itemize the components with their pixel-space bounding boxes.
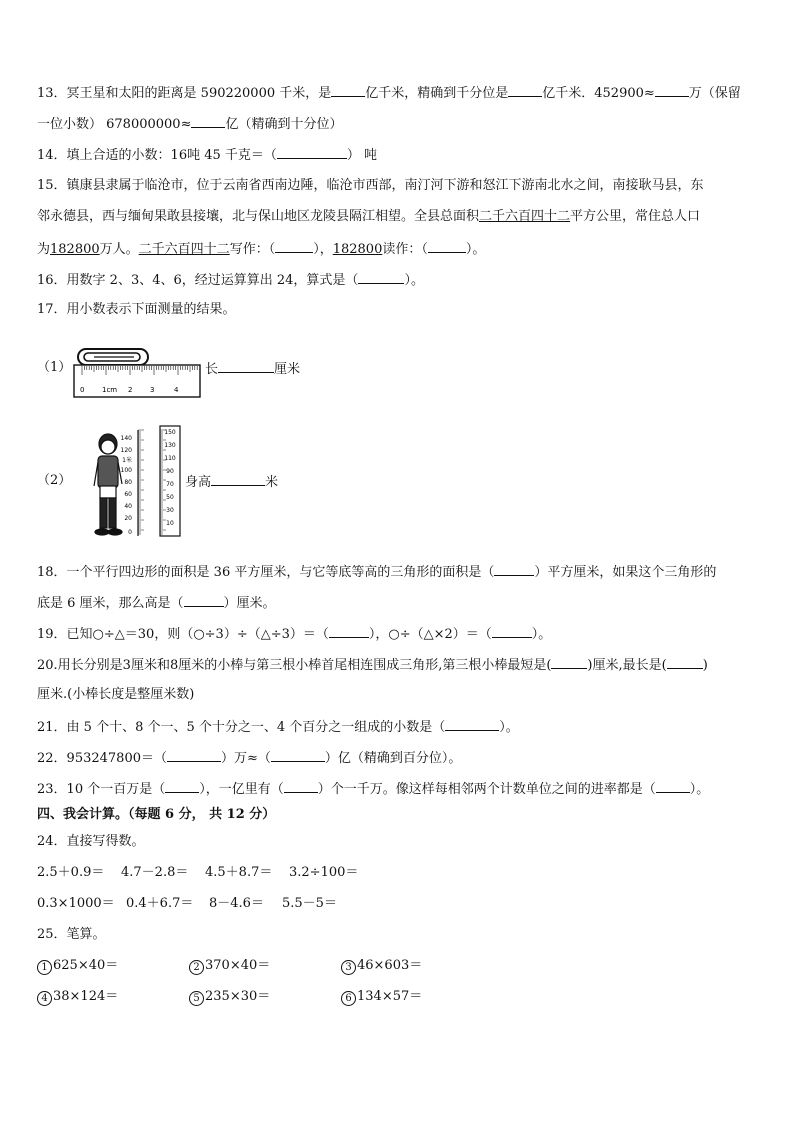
answer-blank[interactable] [218, 360, 274, 373]
calc-item: 6 134×57＝ [341, 989, 461, 1006]
answer-blank[interactable] [445, 718, 499, 731]
calc-item: 4 38×124＝ [37, 989, 189, 1006]
calc-item: 5 235×30＝ [189, 989, 341, 1006]
answer-blank[interactable] [165, 780, 199, 793]
question-22: 22．953247800＝（ ）万≈（ ）亿（精确到百分位）。 [37, 751, 462, 766]
paperclip-icon [78, 349, 148, 365]
question-17-part-1-label: （1） [37, 360, 72, 375]
calc-item: 1 625×40＝ [37, 958, 189, 975]
scale-label: 60 [124, 491, 132, 498]
answer-blank[interactable] [492, 625, 532, 638]
ruler-label: 1cm [102, 386, 118, 394]
scale-label: 40 [124, 503, 132, 510]
answer-blank[interactable] [428, 240, 466, 253]
question-25-row-1 [37, 958, 461, 975]
scale-label: 30 [166, 507, 174, 514]
question-15-line-2: 邻永德县，西与缅甸果敢县接壤，北与保山地区龙陵县隔江相望。全县总面积二千六百四十二平方公里，常住总人口 [37, 209, 701, 224]
answer-blank[interactable] [329, 625, 369, 638]
scale-label: 140 [120, 435, 132, 442]
question-20-line-1: 20.用长分别是3厘米和8厘米的小棒与第三根小棒首尾相连围成三角形,第三根小棒最短是( )厘米,最长是( ) [37, 658, 708, 673]
ruler-label: 3 [150, 386, 155, 394]
answer-blank[interactable] [191, 115, 225, 128]
question-17-part-2-label: （2） [37, 473, 72, 488]
section-heading: 四、我会计算。（每题 6 分， 共 12 分） [37, 807, 276, 822]
question-23: 23．10 个一百万是（ ），一亿里有（ ）个一千万。像这样每相邻两个计数单位之间的进率都是（ ）。 [37, 782, 710, 797]
ruler-label: 2 [128, 386, 133, 394]
calc-item: 8－4.6＝ [209, 896, 264, 911]
ruler-icon [74, 365, 200, 397]
scale-label: 120 [120, 447, 132, 454]
question-13-line-1: 13．冥王星和太阳的距离是 590220000 千米，是 亿千米，精确到千分位是 亿千米．452900≈ 万（保留 [37, 86, 741, 101]
circled-number: 3 [341, 960, 356, 975]
question-20-line-2: 厘米.(小棒长度是整厘米数) [37, 687, 195, 702]
question-24-row-1 [37, 865, 373, 881]
question-17-part-1-answer: 长 厘米 [205, 362, 301, 377]
scale-label: 50 [166, 494, 174, 501]
question-14: 14．填上合适的小数：16吨 45 千克＝（ ） 吨 [37, 148, 378, 163]
circled-number: 6 [341, 991, 356, 1006]
answer-blank[interactable] [184, 594, 224, 607]
scale-label: 90 [166, 468, 174, 475]
scale-label: 130 [164, 442, 176, 449]
calc-item: 4.5＋8.7＝ [205, 865, 273, 880]
question-18-line-1: 18．一个平行四边形的面积是 36 平方厘米，与它等底等高的三角形的面积是（ ）平方厘米，如果这个三角形的 [37, 565, 717, 580]
calc-item: 3 46×603＝ [341, 958, 461, 975]
answer-blank[interactable] [271, 749, 325, 762]
answer-blank[interactable] [508, 84, 542, 97]
answer-blank[interactable] [167, 749, 221, 762]
answer-blank[interactable] [284, 780, 318, 793]
question-25-row-2 [37, 989, 461, 1006]
calc-item: 5.5－5＝ [282, 896, 337, 911]
calc-item: 4.7－2.8＝ [121, 865, 189, 880]
answer-blank[interactable] [331, 84, 365, 97]
question-19: 19．已知○÷△＝30，则（○÷3）÷（△÷3）＝（ ），○÷（△×2）＝（ ）。 [37, 627, 552, 642]
circled-number: 4 [37, 991, 52, 1006]
question-17-title: 17．用小数表示下面测量的结果。 [37, 302, 236, 317]
calc-item: 3.2÷100＝ [289, 865, 359, 880]
answer-blank[interactable] [494, 563, 534, 576]
answer-blank[interactable] [655, 84, 689, 97]
answer-blank[interactable] [275, 240, 313, 253]
boy-height-figure [88, 420, 182, 540]
scale-label: 10 [166, 520, 174, 527]
question-21: 21．由 5 个十、8 个一、5 个十分之一、4 个百分之一组成的小数是（ ）。 [37, 720, 519, 735]
question-15-line-1: 15．镇康县隶属于临沧市，位于云南省西南边陲，临沧市西部，南汀河下游和怒江下游南北水之间，南接耿马县，东 [37, 178, 704, 193]
answer-blank[interactable] [277, 146, 347, 159]
calc-item: 2 370×40＝ [189, 958, 341, 975]
answer-blank[interactable] [667, 656, 703, 669]
answer-blank[interactable] [656, 780, 690, 793]
question-13-line-2: 一位小数） 678000000≈ 亿（精确到十分位） [37, 117, 343, 132]
scale-label: 110 [164, 455, 176, 462]
scale-label: 70 [166, 481, 174, 488]
circled-number: 2 [189, 960, 204, 975]
answer-blank[interactable] [358, 271, 404, 284]
question-16: 16．用数字 2、3、4、6，经过运算算出 24，算式是（ ）。 [37, 273, 424, 288]
circled-number: 1 [37, 960, 52, 975]
ruler-label: 4 [174, 386, 179, 394]
scale-label: 80 [124, 479, 132, 486]
question-24-row-2 [37, 896, 366, 912]
question-15-line-3: 为182800万人。二千六百四十二写作：（ ），182800读作：（ ）。 [37, 242, 486, 257]
paperclip-ruler-figure [72, 343, 204, 401]
calc-item: 0.4＋6.7＝ [126, 896, 194, 911]
answer-blank[interactable] [551, 656, 587, 669]
calc-item: 0.3×1000＝ [37, 896, 115, 911]
answer-blank[interactable] [211, 473, 265, 486]
scale-label: 1米 [122, 457, 132, 464]
question-18-line-2: 底是 6 厘米，那么高是（ ）厘米。 [37, 596, 276, 611]
circled-number: 5 [189, 991, 204, 1006]
ruler-label: 0 [80, 386, 85, 394]
question-24-title: 24．直接写得数。 [37, 834, 145, 849]
scale-label: 20 [124, 515, 132, 522]
question-17-part-2-answer: 身高 米 [185, 475, 279, 490]
scale-label: 0 [128, 529, 132, 536]
calc-item: 2.5＋0.9＝ [37, 865, 105, 880]
scale-label: 100 [120, 467, 132, 474]
question-25-title: 25．笔算。 [37, 927, 106, 942]
boy-icon [94, 434, 122, 535]
scale-label: 150 [164, 429, 176, 436]
